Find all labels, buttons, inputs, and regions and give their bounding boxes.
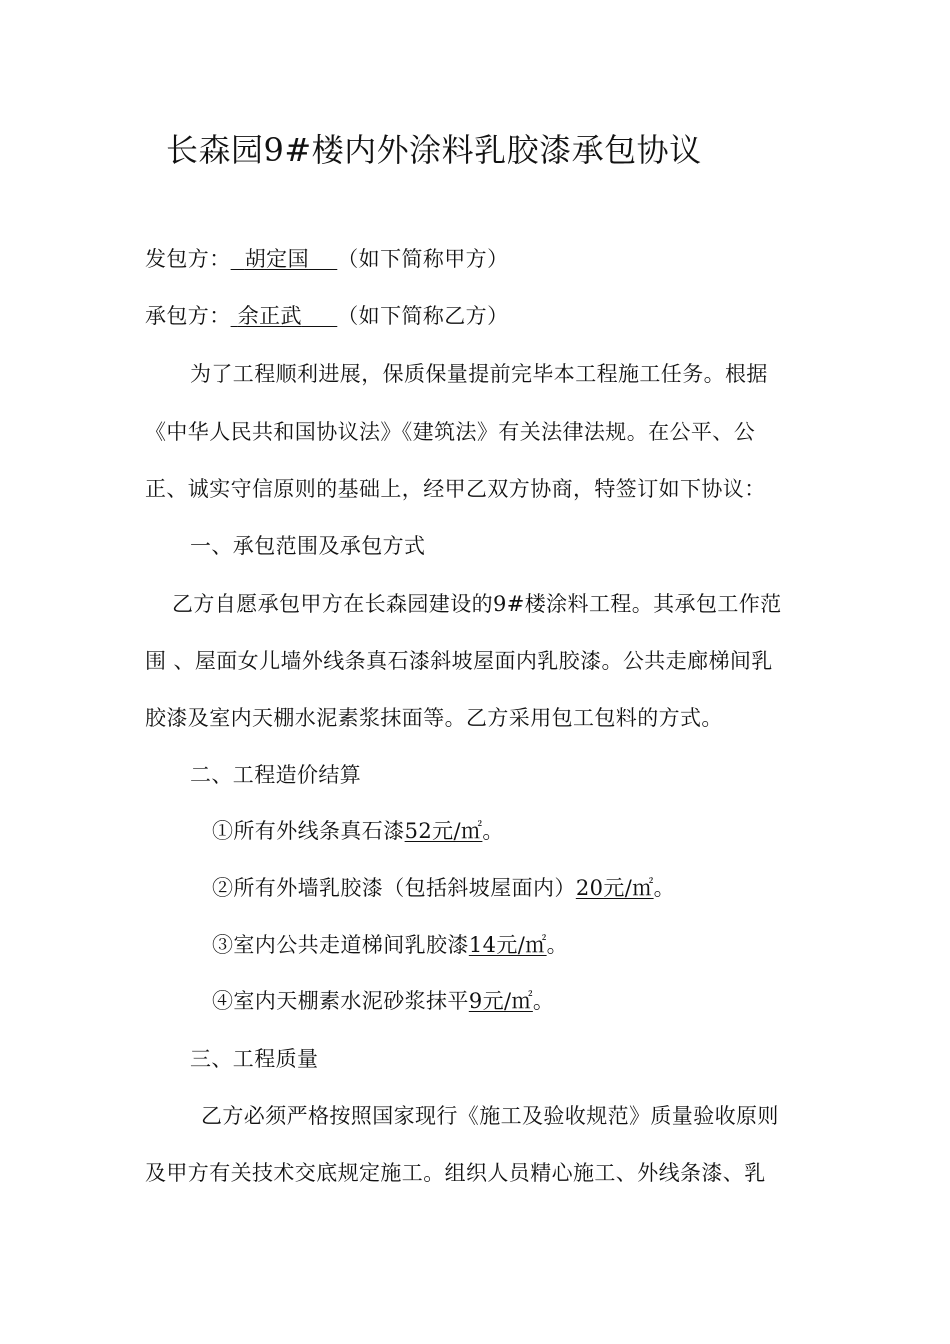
section-3-heading: 三、工程质量: [190, 1047, 319, 1071]
section-3-line-1: 乙方必须严格按照国家现行《施工及验收规范》质量验收原则: [201, 1104, 779, 1128]
section-2-heading: 二、工程造价结算: [190, 763, 362, 787]
section-1-line-2: 围 、屋面女儿墙外线条真石漆斜坡屋面内乳胶漆。公共走廊梯间乳: [145, 649, 773, 673]
party-b-note: （如下简称乙方）: [337, 304, 509, 328]
party-a-name: 胡定国: [244, 247, 309, 271]
price-value-1: 52元/㎡: [404, 819, 483, 843]
party-b-line: [145, 300, 508, 332]
price-item-4: ④室内天棚素水泥砂浆抹平9元/㎡。: [212, 989, 555, 1013]
price-value-2: 20元/㎡: [575, 876, 654, 900]
price-value-3: 14元/㎡: [468, 933, 547, 957]
price-item-1: ①所有外线条真石漆52元/㎡。: [212, 819, 504, 843]
intro-line-1: 为了工程顺利进展，保质保量提前完毕本工程施工任务。根据: [190, 362, 768, 386]
party-a-label: 发包方：: [145, 247, 231, 271]
party-b-label: 承包方：: [145, 304, 231, 328]
section-1-line-1: 乙方自愿承包甲方在长森园建设的9#楼涂料工程。其承包工作范: [172, 592, 782, 616]
intro-line-3: 正、诚实守信原则的基础上，经甲乙双方协商，特签订如下协议：: [145, 477, 766, 501]
price-item-2: ②所有外墙乳胶漆（包括斜坡屋面内）20元/㎡。: [212, 876, 676, 900]
party-b-name: 余正武: [237, 304, 302, 328]
section-1-heading: 一、承包范围及承包方式: [190, 534, 426, 558]
party-a-note: （如下简称甲方）: [337, 247, 509, 271]
section-3-line-2: 及甲方有关技术交底规定施工。组织人员精心施工、外线条漆、乳: [145, 1161, 766, 1185]
price-value-4: 9元/㎡: [468, 989, 533, 1013]
price-item-3: ③室内公共走道梯间乳胶漆14元/㎡。: [212, 933, 569, 957]
party-a-line: [145, 243, 508, 275]
document-title: 长森园9#楼内外涂料乳胶漆承包协议: [166, 131, 702, 169]
intro-line-2: 《中华人民共和国协议法》《建筑法》有关法律法规。在公平、公: [145, 420, 756, 444]
section-1-line-3: 胶漆及室内天棚水泥素浆抹面等。乙方采用包工包料的方式。: [145, 706, 723, 730]
